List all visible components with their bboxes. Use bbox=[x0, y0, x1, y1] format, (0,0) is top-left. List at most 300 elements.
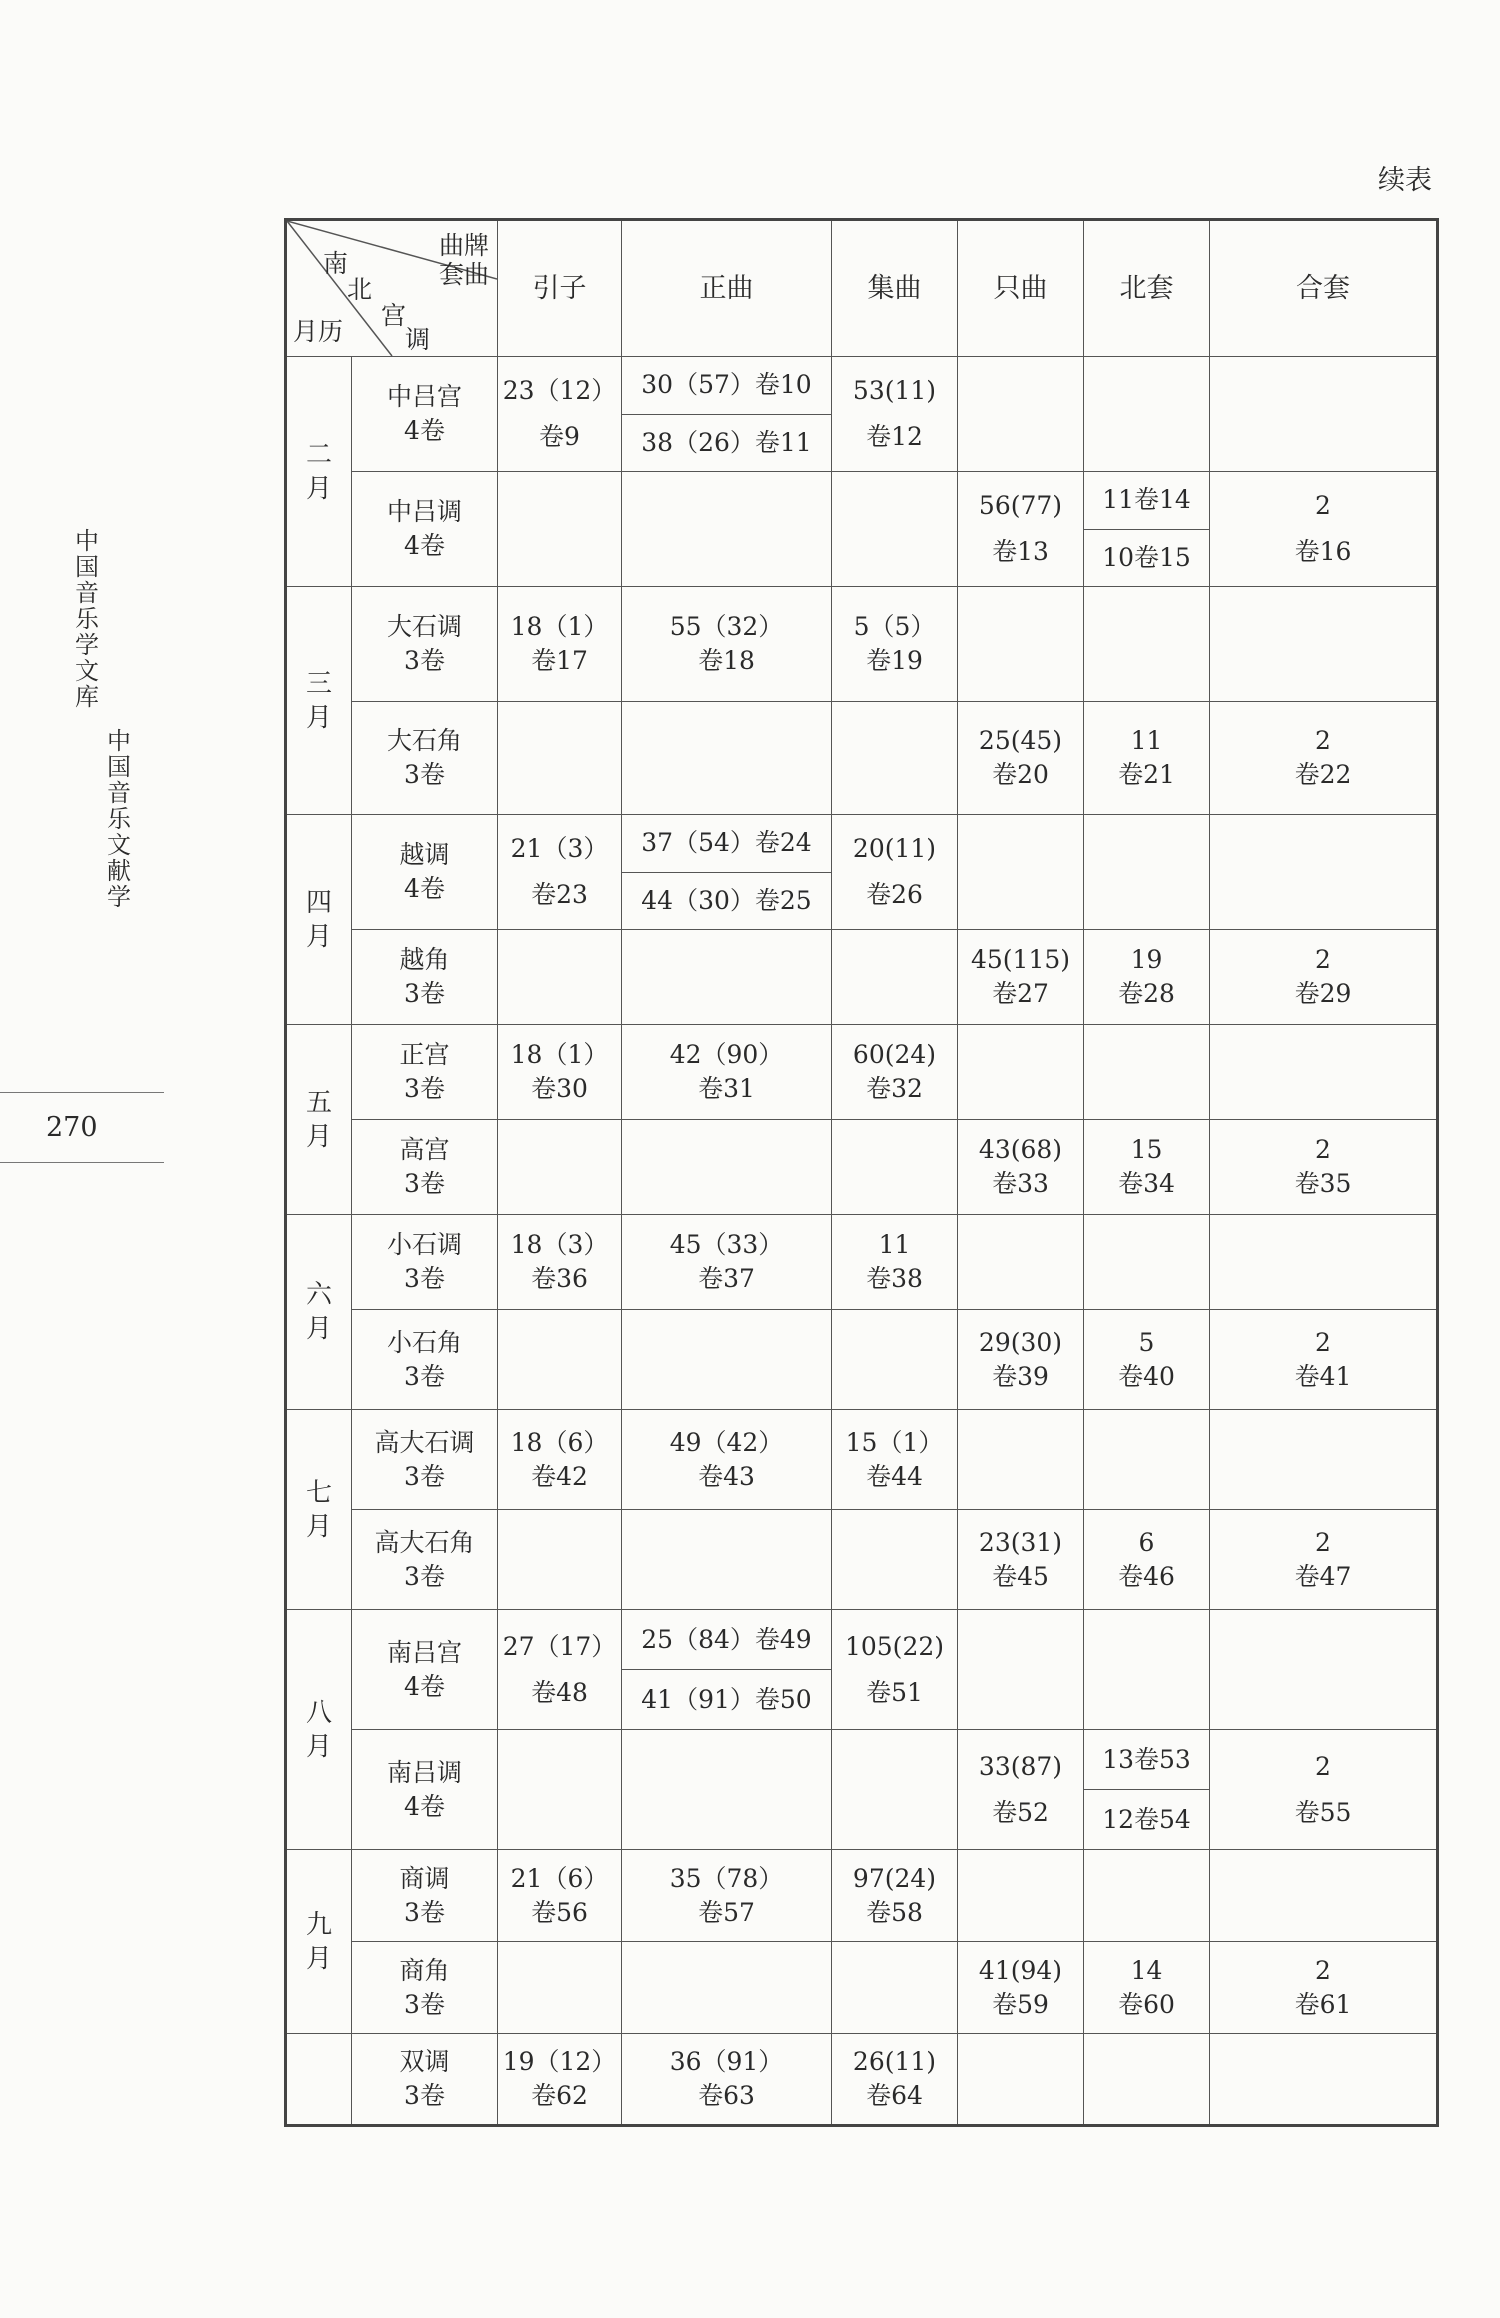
hetao-cell bbox=[1210, 2034, 1438, 2126]
zhengqu-cell bbox=[622, 2034, 832, 2126]
zhiqu-volume: 卷13 bbox=[992, 537, 1049, 566]
jiqu-count: 15（1） bbox=[845, 1427, 944, 1457]
mode-name: 南吕调 bbox=[386, 1757, 462, 1787]
mode-volumes: 3卷 bbox=[404, 979, 445, 1008]
zhengqu-cell bbox=[622, 1025, 832, 1120]
month-char: 七 bbox=[305, 1477, 332, 1508]
beitao-cell bbox=[1084, 1850, 1210, 1942]
hetao-volume: 卷41 bbox=[1294, 1361, 1352, 1391]
mode-volumes: 3卷 bbox=[404, 1461, 445, 1491]
hetao-cell bbox=[1210, 357, 1438, 472]
beitao-cell bbox=[1084, 1310, 1210, 1410]
beitao-count: 11 bbox=[1130, 726, 1163, 755]
mode-cell bbox=[352, 2034, 498, 2126]
zhiqu-count: 56(77) bbox=[978, 491, 1063, 520]
yinzi-count: 18（3） bbox=[510, 1230, 609, 1259]
jiqu-cell bbox=[832, 1025, 958, 1120]
mode-name: 高大石调 bbox=[374, 1427, 475, 1457]
yinzi-cell bbox=[498, 357, 622, 472]
zhengqu-entry-upper: 25（84）卷49 bbox=[622, 1610, 831, 1670]
yinzi-volume: 卷36 bbox=[531, 1264, 588, 1293]
zhengqu-count: 49（42） bbox=[669, 1427, 784, 1457]
mode-cell bbox=[352, 702, 498, 815]
beitao-count: 5 bbox=[1138, 1327, 1155, 1357]
hetao-count: 2 bbox=[1315, 1135, 1331, 1164]
page-number: 270 bbox=[46, 1112, 98, 1143]
hetao-cell bbox=[1210, 1610, 1438, 1730]
hetao-cell bbox=[1210, 1850, 1438, 1942]
hetao-volume: 卷61 bbox=[1294, 1989, 1352, 2019]
zhengqu-entry-upper: 37（54）卷24 bbox=[622, 815, 831, 873]
jiqu-count: 53(11) bbox=[852, 376, 937, 405]
mode-name: 越调 bbox=[399, 840, 450, 869]
zhengqu-volume: 卷31 bbox=[698, 1074, 755, 1103]
mode-name: 小石角 bbox=[386, 1327, 462, 1357]
hetao-cell bbox=[1210, 587, 1438, 702]
hetao-volume: 卷35 bbox=[1294, 1169, 1352, 1198]
table-row bbox=[286, 702, 1438, 815]
month-cell bbox=[286, 1610, 352, 1850]
zhiqu-volume: 卷20 bbox=[992, 760, 1049, 789]
yinzi-cell bbox=[498, 1215, 622, 1310]
zhiqu-count: 29(30) bbox=[978, 1327, 1063, 1357]
zhengqu-cell bbox=[622, 815, 832, 930]
mode-volumes: 3卷 bbox=[404, 1264, 445, 1293]
zhengqu-cell bbox=[622, 1310, 832, 1410]
beitao-volume: 卷21 bbox=[1118, 760, 1175, 789]
jiqu-cell bbox=[832, 1510, 958, 1610]
jiqu-volume: 卷12 bbox=[866, 422, 923, 451]
month-char: 月 bbox=[305, 702, 332, 733]
month-cell bbox=[286, 1410, 352, 1610]
mode-cell bbox=[352, 1025, 498, 1120]
month-char: 五 bbox=[305, 1087, 332, 1118]
mode-volumes: 3卷 bbox=[404, 1989, 445, 2019]
mode-cell bbox=[352, 1610, 498, 1730]
zhengqu-cell bbox=[622, 1942, 832, 2034]
hetao-cell bbox=[1210, 1120, 1438, 1215]
zhiqu-cell bbox=[958, 1942, 1084, 2034]
jiqu-cell bbox=[832, 1410, 958, 1510]
beitao-cell bbox=[1084, 1942, 1210, 2034]
jiqu-count: 5（5） bbox=[853, 612, 936, 641]
mode-cell bbox=[352, 815, 498, 930]
mode-table bbox=[284, 218, 1439, 2127]
hetao-volume: 卷47 bbox=[1294, 1561, 1352, 1591]
hetao-count: 2 bbox=[1315, 1955, 1331, 1985]
zhiqu-cell bbox=[958, 930, 1084, 1025]
month-char: 月 bbox=[305, 921, 332, 952]
jiqu-count: 11 bbox=[878, 1230, 911, 1259]
mode-name: 商角 bbox=[399, 1955, 450, 1985]
col-header-zhengqu: 正曲 bbox=[622, 220, 832, 357]
hetao-cell bbox=[1210, 1730, 1438, 1850]
beitao-cell bbox=[1084, 702, 1210, 815]
col-header-beitao: 北套 bbox=[1084, 220, 1210, 357]
month-char: 二 bbox=[305, 439, 332, 470]
mode-cell bbox=[352, 1410, 498, 1510]
table-row bbox=[286, 587, 1438, 702]
beitao-volume: 卷60 bbox=[1118, 1989, 1175, 2019]
mode-volumes: 4卷 bbox=[404, 1671, 445, 1701]
hetao-cell bbox=[1210, 702, 1438, 815]
corner-label-top-right: 曲牌套曲 bbox=[438, 231, 489, 289]
table-row bbox=[286, 815, 1438, 930]
mode-name: 南吕宫 bbox=[386, 1637, 462, 1667]
mode-volumes: 4卷 bbox=[404, 531, 445, 560]
zhiqu-count: 33(87) bbox=[978, 1751, 1063, 1781]
yinzi-volume: 卷56 bbox=[531, 1897, 588, 1927]
mode-volumes: 3卷 bbox=[404, 1561, 445, 1591]
mode-volumes: 3卷 bbox=[404, 1361, 445, 1391]
mode-cell bbox=[352, 1510, 498, 1610]
beitao-cell bbox=[1084, 1025, 1210, 1120]
zhengqu-count: 45（33） bbox=[669, 1230, 784, 1259]
yinzi-cell bbox=[498, 1510, 622, 1610]
beitao-cell bbox=[1084, 587, 1210, 702]
zhengqu-entry-lower: 41（91）卷50 bbox=[641, 1685, 812, 1714]
month-char: 三 bbox=[305, 668, 332, 699]
hetao-count: 2 bbox=[1315, 491, 1331, 520]
zhiqu-volume: 卷27 bbox=[992, 979, 1049, 1008]
yinzi-volume: 卷9 bbox=[539, 422, 580, 451]
hetao-volume: 卷16 bbox=[1294, 537, 1352, 566]
mode-name: 大石角 bbox=[386, 726, 462, 755]
zhengqu-cell bbox=[622, 357, 832, 472]
zhengqu-cell bbox=[622, 1850, 832, 1942]
mode-cell bbox=[352, 587, 498, 702]
hetao-cell bbox=[1210, 1215, 1438, 1310]
zhengqu-cell bbox=[622, 1730, 832, 1850]
corner-label-gong: 宫 bbox=[381, 301, 407, 330]
header-row bbox=[286, 220, 1438, 357]
mode-cell bbox=[352, 1850, 498, 1942]
page-number-rule-top bbox=[0, 1092, 164, 1093]
zhengqu-cell bbox=[622, 702, 832, 815]
beitao-count: 19 bbox=[1130, 945, 1163, 974]
zhengqu-volume: 卷43 bbox=[698, 1461, 755, 1491]
beitao-entry-lower: 12卷54 bbox=[1102, 1805, 1191, 1834]
zhiqu-cell bbox=[958, 702, 1084, 815]
jiqu-cell bbox=[832, 1310, 958, 1410]
jiqu-volume: 卷58 bbox=[866, 1897, 923, 1927]
jiqu-cell bbox=[832, 587, 958, 702]
beitao-entry-upper: 11卷14 bbox=[1084, 472, 1209, 530]
yinzi-count: 21（3） bbox=[510, 834, 609, 863]
jiqu-count: 20(11) bbox=[852, 834, 937, 863]
yinzi-cell bbox=[498, 1025, 622, 1120]
mode-volumes: 3卷 bbox=[404, 1897, 445, 1927]
col-header-jiqu: 集曲 bbox=[832, 220, 958, 357]
mode-name: 双调 bbox=[399, 2047, 450, 2076]
yinzi-volume: 卷17 bbox=[531, 646, 588, 675]
yinzi-cell bbox=[498, 2034, 622, 2126]
month-char: 月 bbox=[305, 1943, 332, 1974]
zhengqu-count: 35（78） bbox=[669, 1863, 784, 1893]
hetao-count: 2 bbox=[1315, 945, 1331, 974]
zhengqu-count: 55（32） bbox=[669, 612, 784, 641]
hetao-cell bbox=[1210, 1510, 1438, 1610]
book-title: 中国音乐文献学 bbox=[107, 727, 131, 911]
beitao-volume: 卷28 bbox=[1118, 979, 1175, 1008]
zhiqu-cell bbox=[958, 1730, 1084, 1850]
corner-label-diao: 调 bbox=[405, 325, 431, 354]
month-cell bbox=[286, 2034, 352, 2126]
zhiqu-volume: 卷59 bbox=[992, 1989, 1049, 2019]
zhiqu-cell bbox=[958, 1120, 1084, 1215]
diagonal-header-cell bbox=[286, 220, 498, 357]
mode-name: 中吕宫 bbox=[386, 382, 462, 411]
yinzi-cell bbox=[498, 815, 622, 930]
zhiqu-volume: 卷39 bbox=[992, 1361, 1049, 1391]
jiqu-cell bbox=[832, 357, 958, 472]
mode-cell bbox=[352, 472, 498, 587]
mode-volumes: 3卷 bbox=[404, 646, 445, 675]
hetao-cell bbox=[1210, 1410, 1438, 1510]
jiqu-count: 26(11) bbox=[852, 2047, 937, 2076]
mode-cell bbox=[352, 1942, 498, 2034]
zhengqu-cell bbox=[622, 1510, 832, 1610]
yinzi-count: 23（12） bbox=[502, 376, 617, 405]
jiqu-volume: 卷44 bbox=[866, 1461, 923, 1491]
hetao-cell bbox=[1210, 815, 1438, 930]
mode-cell bbox=[352, 1215, 498, 1310]
zhiqu-cell bbox=[958, 1025, 1084, 1120]
zhiqu-cell bbox=[958, 587, 1084, 702]
beitao-cell bbox=[1084, 815, 1210, 930]
hetao-cell bbox=[1210, 472, 1438, 587]
table-row bbox=[286, 1410, 1438, 1510]
mode-cell bbox=[352, 1310, 498, 1410]
jiqu-cell bbox=[832, 1730, 958, 1850]
corner-label-bottom-left: 月历 bbox=[293, 317, 344, 346]
beitao-cell bbox=[1084, 1215, 1210, 1310]
month-char: 月 bbox=[305, 1121, 332, 1152]
mode-name: 正宫 bbox=[399, 1040, 450, 1069]
jiqu-volume: 卷19 bbox=[866, 646, 923, 675]
jiqu-volume: 卷38 bbox=[866, 1264, 923, 1293]
mode-name: 大石调 bbox=[386, 612, 462, 641]
hetao-count: 2 bbox=[1315, 1527, 1331, 1557]
month-char: 月 bbox=[305, 1314, 332, 1344]
jiqu-cell bbox=[832, 815, 958, 930]
yinzi-cell bbox=[498, 1850, 622, 1942]
zhiqu-cell bbox=[958, 1310, 1084, 1410]
hetao-cell bbox=[1210, 1025, 1438, 1120]
zhiqu-count: 25(45) bbox=[978, 726, 1063, 755]
yinzi-volume: 卷30 bbox=[531, 1074, 588, 1103]
beitao-entry-lower: 10卷15 bbox=[1102, 542, 1191, 572]
yinzi-cell bbox=[498, 1942, 622, 2034]
zhengqu-volume: 卷57 bbox=[698, 1897, 755, 1927]
zhiqu-cell bbox=[958, 1850, 1084, 1942]
mode-volumes: 4卷 bbox=[404, 874, 445, 903]
yinzi-cell bbox=[498, 587, 622, 702]
zhengqu-entry-upper: 30（57）卷10 bbox=[622, 357, 831, 415]
mode-volumes: 3卷 bbox=[404, 2081, 445, 2110]
month-char: 月 bbox=[305, 473, 332, 504]
hetao-volume: 卷29 bbox=[1294, 979, 1352, 1008]
mode-cell bbox=[352, 1730, 498, 1850]
zhiqu-cell bbox=[958, 472, 1084, 587]
jiqu-volume: 卷64 bbox=[866, 2081, 923, 2110]
jiqu-volume: 卷51 bbox=[866, 1677, 923, 1707]
beitao-cell bbox=[1084, 1510, 1210, 1610]
zhiqu-volume: 卷45 bbox=[992, 1561, 1049, 1591]
hetao-cell bbox=[1210, 930, 1438, 1025]
zhiqu-count: 23(31) bbox=[978, 1527, 1063, 1557]
zhengqu-entry-lower: 44（30）卷25 bbox=[641, 885, 812, 915]
month-cell bbox=[286, 1025, 352, 1215]
beitao-cell bbox=[1084, 1730, 1210, 1850]
yinzi-cell bbox=[498, 1310, 622, 1410]
beitao-volume: 卷46 bbox=[1118, 1561, 1175, 1591]
col-header-zhiqu: 只曲 bbox=[958, 220, 1084, 357]
month-cell bbox=[286, 815, 352, 1025]
table-row bbox=[286, 472, 1438, 587]
yinzi-cell bbox=[498, 1610, 622, 1730]
col-header-hetao: 合套 bbox=[1210, 220, 1438, 357]
beitao-count: 14 bbox=[1130, 1955, 1163, 1985]
hetao-volume: 卷55 bbox=[1294, 1797, 1352, 1827]
jiqu-cell bbox=[832, 2034, 958, 2126]
yinzi-volume: 卷48 bbox=[531, 1677, 588, 1707]
beitao-volume: 卷40 bbox=[1118, 1361, 1175, 1391]
hetao-cell bbox=[1210, 1942, 1438, 2034]
jiqu-volume: 卷32 bbox=[866, 1074, 923, 1103]
zhiqu-cell bbox=[958, 1610, 1084, 1730]
jiqu-cell bbox=[832, 1120, 958, 1215]
mode-volumes: 3卷 bbox=[404, 1169, 445, 1198]
zhiqu-cell bbox=[958, 815, 1084, 930]
zhiqu-volume: 卷33 bbox=[992, 1169, 1049, 1198]
table-row bbox=[286, 2034, 1438, 2126]
series-title: 中国音乐学文库 bbox=[75, 527, 99, 711]
zhiqu-cell bbox=[958, 2034, 1084, 2126]
table-row bbox=[286, 1025, 1438, 1120]
zhengqu-cell bbox=[622, 1215, 832, 1310]
mode-volumes: 3卷 bbox=[404, 760, 445, 789]
yinzi-cell bbox=[498, 472, 622, 587]
zhengqu-cell bbox=[622, 587, 832, 702]
jiqu-count: 60(24) bbox=[852, 1040, 937, 1069]
hetao-cell bbox=[1210, 1310, 1438, 1410]
mode-cell bbox=[352, 930, 498, 1025]
mode-name: 高大石角 bbox=[374, 1527, 475, 1557]
mode-cell bbox=[352, 1120, 498, 1215]
col-header-yinzi: 引子 bbox=[498, 220, 622, 357]
jiqu-cell bbox=[832, 930, 958, 1025]
zhengqu-volume: 卷63 bbox=[698, 2081, 755, 2110]
beitao-cell bbox=[1084, 1610, 1210, 1730]
zhiqu-count: 45(115) bbox=[970, 945, 1071, 974]
yinzi-count: 18（1） bbox=[510, 1040, 609, 1069]
beitao-cell bbox=[1084, 1410, 1210, 1510]
jiqu-cell bbox=[832, 702, 958, 815]
yinzi-volume: 卷62 bbox=[531, 2081, 588, 2110]
zhengqu-cell bbox=[622, 1610, 832, 1730]
yinzi-count: 19（12） bbox=[502, 2047, 617, 2076]
yinzi-cell bbox=[498, 1730, 622, 1850]
zhengqu-volume: 卷37 bbox=[698, 1264, 755, 1293]
table-row bbox=[286, 1610, 1438, 1730]
yinzi-count: 18（1） bbox=[510, 612, 609, 641]
beitao-cell bbox=[1084, 1120, 1210, 1215]
jiqu-cell bbox=[832, 472, 958, 587]
page-number-rule-bottom bbox=[0, 1162, 164, 1163]
zhengqu-cell bbox=[622, 472, 832, 587]
mode-name: 高宫 bbox=[399, 1135, 450, 1164]
mode-name: 越角 bbox=[399, 945, 450, 974]
table-row bbox=[286, 1850, 1438, 1942]
zhiqu-volume: 卷52 bbox=[992, 1797, 1049, 1827]
hetao-count: 2 bbox=[1315, 1327, 1331, 1357]
jiqu-volume: 卷26 bbox=[866, 880, 923, 909]
mode-name: 商调 bbox=[399, 1863, 450, 1893]
continuation-label: 续表 bbox=[1378, 165, 1432, 196]
beitao-cell bbox=[1084, 357, 1210, 472]
mode-cell bbox=[352, 357, 498, 472]
month-char: 九 bbox=[305, 1909, 332, 1940]
zhengqu-cell bbox=[622, 1410, 832, 1510]
yinzi-cell bbox=[498, 1410, 622, 1510]
beitao-count: 6 bbox=[1138, 1527, 1155, 1557]
table-row bbox=[286, 1730, 1438, 1850]
beitao-entry-upper: 13卷53 bbox=[1084, 1730, 1209, 1790]
zhengqu-cell bbox=[622, 930, 832, 1025]
mode-volumes: 4卷 bbox=[404, 1791, 445, 1821]
mode-name: 小石调 bbox=[386, 1230, 462, 1259]
jiqu-count: 97(24) bbox=[852, 1863, 937, 1893]
mode-name: 中吕调 bbox=[386, 497, 462, 526]
beitao-cell bbox=[1084, 2034, 1210, 2126]
beitao-volume: 卷34 bbox=[1118, 1169, 1175, 1198]
month-char: 八 bbox=[305, 1697, 332, 1728]
table-row bbox=[286, 1510, 1438, 1610]
month-char: 月 bbox=[305, 1511, 332, 1542]
month-char: 四 bbox=[305, 887, 332, 918]
jiqu-count: 105(22) bbox=[844, 1631, 945, 1661]
zhiqu-cell bbox=[958, 1410, 1084, 1510]
zhiqu-count: 41(94) bbox=[978, 1955, 1063, 1985]
yinzi-volume: 卷23 bbox=[531, 880, 588, 909]
zhiqu-count: 43(68) bbox=[978, 1135, 1063, 1164]
yinzi-cell bbox=[498, 930, 622, 1025]
beitao-cell bbox=[1084, 930, 1210, 1025]
table-row bbox=[286, 1942, 1438, 2034]
zhiqu-cell bbox=[958, 1510, 1084, 1610]
month-char: 六 bbox=[305, 1280, 332, 1310]
hetao-count: 2 bbox=[1315, 1751, 1331, 1781]
jiqu-cell bbox=[832, 1610, 958, 1730]
table-row bbox=[286, 1120, 1438, 1215]
month-cell bbox=[286, 1215, 352, 1410]
yinzi-volume: 卷42 bbox=[531, 1461, 588, 1491]
table-row bbox=[286, 1310, 1438, 1410]
jiqu-cell bbox=[832, 1850, 958, 1942]
table-row bbox=[286, 1215, 1438, 1310]
yinzi-cell bbox=[498, 702, 622, 815]
table-row bbox=[286, 357, 1438, 472]
yinzi-count: 21（6） bbox=[510, 1863, 609, 1893]
zhengqu-entry-lower: 38（26）卷11 bbox=[641, 427, 812, 457]
zhengqu-cell bbox=[622, 1120, 832, 1215]
month-cell bbox=[286, 357, 352, 587]
yinzi-cell bbox=[498, 1120, 622, 1215]
jiqu-cell bbox=[832, 1215, 958, 1310]
hetao-count: 2 bbox=[1315, 726, 1331, 755]
zhengqu-volume: 卷18 bbox=[698, 646, 755, 675]
